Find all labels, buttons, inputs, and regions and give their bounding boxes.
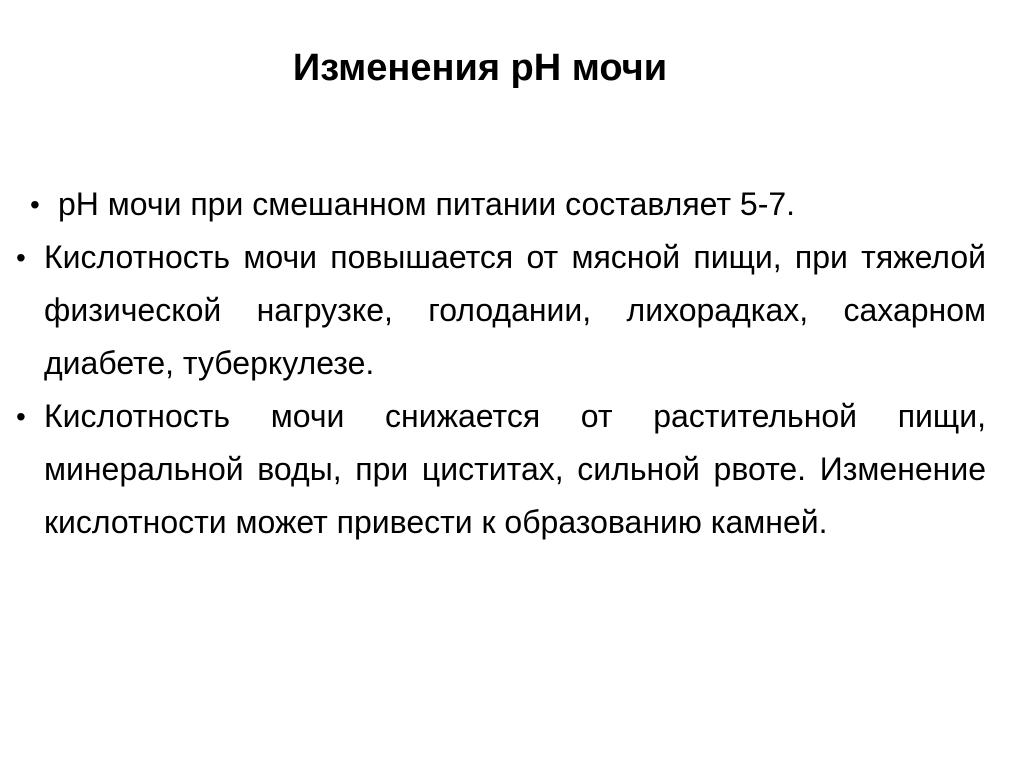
- bullet-marker: •: [16, 401, 26, 432]
- bullet-item: [30, 178, 986, 231]
- bullet-text: рН мочи при смешанном питании составляет 5-7.: [58, 186, 796, 222]
- bullet-text: Кислотность мочи снижается от растительной пищи, минеральной воды, при циститах, сильной рвоте. Изменение кислотности может привести к образованию камней.: [44, 398, 986, 540]
- bullet-marker: •: [16, 242, 26, 273]
- slide-title: Изменения рН мочи: [292, 47, 668, 89]
- bullet-list: [16, 178, 986, 549]
- bullet-item: [16, 231, 986, 390]
- bullet-text: Кислотность мочи повышается от мясной пищи, при тяжелой физической нагрузке, голодании, лихорадках, сахарном диабете, туберкулезе.: [44, 239, 986, 381]
- bullet-marker: •: [30, 189, 40, 220]
- bullet-item: [16, 390, 986, 549]
